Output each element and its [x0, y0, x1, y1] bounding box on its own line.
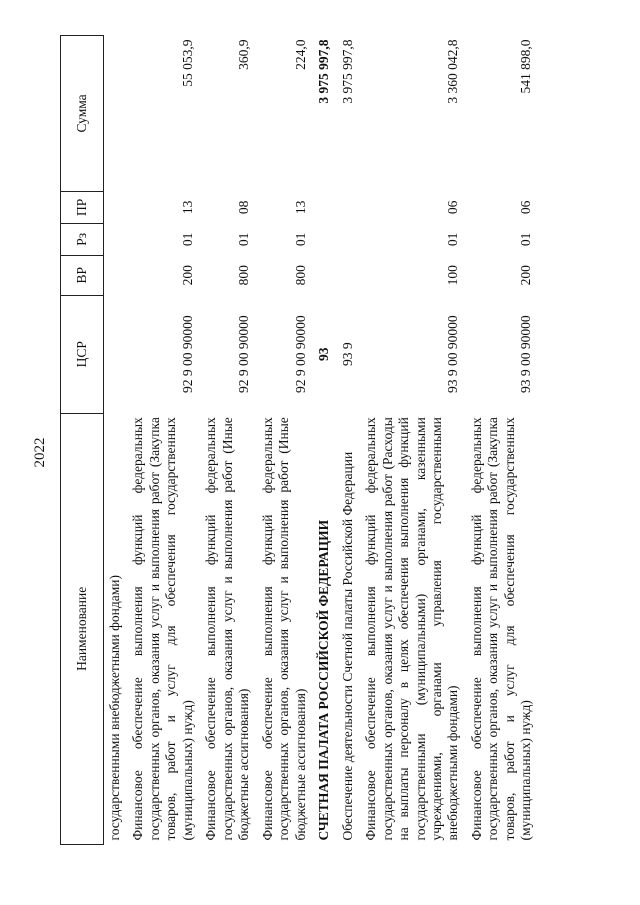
row-vr: 200: [518, 265, 534, 286]
row-csr: [104, 295, 127, 413]
row-amount: 541 898,0: [518, 39, 534, 94]
row-rz: 01: [292, 232, 308, 247]
row-pr: [336, 191, 359, 223]
row-pr: 06: [518, 200, 534, 215]
row-amount: 3 975 997,8: [339, 39, 355, 104]
header-csr: ЦСР: [61, 295, 104, 413]
row-amount: 360,9: [236, 39, 252, 70]
row-pr: [104, 191, 127, 223]
table-header-row: [61, 36, 104, 845]
row-pr: 08: [236, 200, 252, 215]
row-rz: 01: [445, 232, 461, 247]
row-amount: 55 053,9: [179, 39, 195, 87]
header-vr: ВР: [61, 255, 104, 295]
table-row: [256, 36, 312, 845]
row-csr: 93 9: [339, 342, 355, 367]
row-rz: [336, 223, 359, 255]
table-row: [359, 36, 465, 845]
row-name: СЧЕТНАЯ ПАЛАТА РОССИЙСКОЙ ФЕДЕРАЦИИ: [316, 519, 332, 841]
budget-table: [60, 35, 538, 845]
row-vr: 100: [445, 265, 461, 286]
row-vr: 800: [236, 265, 252, 286]
row-name: государственными внебюджетными фондами): [107, 574, 122, 841]
row-name: Финансовое обеспечение выполнения функций федеральных государственных органов, оказания услуг и выполнения работ (Закупка товаров, работ и услуг для обеспечения государственных (муниципальных) нужд): [130, 417, 195, 841]
row-name: Финансовое обеспечение выполнения функций федеральных государственных органов, оказания услуг и выполнения работ (Иные бюджетные ассигнования): [203, 417, 252, 841]
row-pr: 13: [292, 200, 308, 215]
row-amount: [104, 36, 127, 192]
row-csr: 93 9 00 90000: [445, 315, 461, 394]
table-row: [126, 36, 199, 845]
page-header-year: 2022: [32, 437, 48, 468]
row-csr: 92 9 00 90000: [236, 315, 252, 394]
header-name: Наименование: [61, 413, 104, 844]
table-row: [312, 36, 335, 845]
table-row: [199, 36, 255, 845]
row-rz: 01: [179, 232, 195, 247]
row-amount: 3 360 042,8: [445, 39, 461, 104]
row-name: Обеспечение деятельности Счетной палаты Российской Федерации: [339, 451, 355, 841]
table-row: [336, 36, 359, 845]
header-amount: Сумма: [61, 36, 104, 192]
row-rz: 01: [518, 232, 534, 247]
row-csr: 93: [316, 347, 332, 361]
row-csr: 92 9 00 90000: [179, 315, 195, 394]
row-name: Финансовое обеспечение выполнения функций федеральных государственных органов, оказания услуг и выполнения работ (Иные бюджетные ассигнования): [259, 417, 308, 841]
row-vr: [312, 255, 335, 295]
row-vr: 800: [292, 265, 308, 286]
row-name: Финансовое обеспечение выполнения функций федеральных государственных органов, оказания услуг и выполнения работ (Закупка товаров, работ и услуг для обеспечения государственных (муниципальных) нужд): [468, 417, 534, 841]
row-vr: [336, 255, 359, 295]
row-vr: 200: [179, 265, 195, 286]
row-csr: 92 9 00 90000: [292, 315, 308, 394]
row-pr: 13: [179, 200, 195, 215]
row-amount: 224,0: [292, 39, 308, 70]
row-vr: [104, 255, 127, 295]
row-rz: 01: [236, 232, 252, 247]
row-amount: 3 975 997,8: [316, 39, 332, 104]
header-pr: ПР: [61, 191, 104, 223]
header-rz: Рз: [61, 223, 104, 255]
row-name: Финансовое обеспечение выполнения функций федеральных государственных органов, оказания услуг и выполнения работ (Расходы на выплаты персоналу в целях обеспечения выполнения функций государственными (муниципальными) органами, казенными учреждениями, органами управления государственными внебюджетными фондами): [363, 417, 461, 841]
row-pr: [312, 191, 335, 223]
row-pr: 06: [445, 200, 461, 215]
table-row: [465, 36, 538, 845]
row-rz: [312, 223, 335, 255]
row-rz: [104, 223, 127, 255]
row-csr: 93 9 00 90000: [518, 315, 534, 394]
table-row: [104, 36, 127, 845]
